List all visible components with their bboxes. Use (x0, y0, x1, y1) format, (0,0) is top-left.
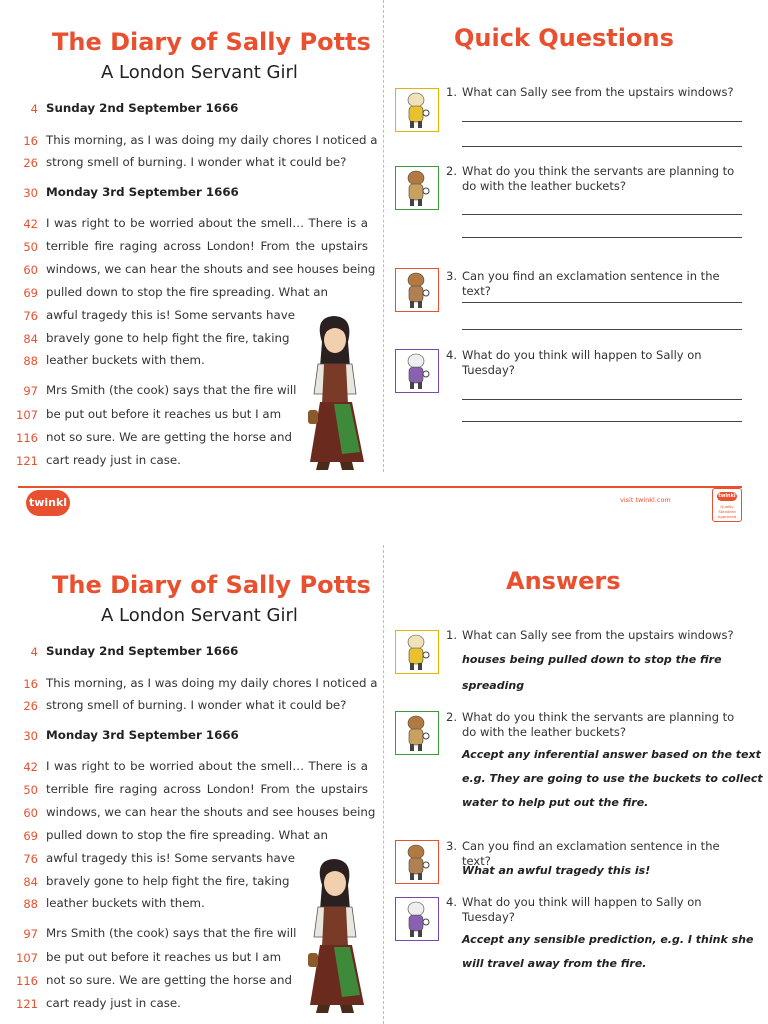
line-number: 116 (16, 974, 38, 988)
line-number: 76 (23, 309, 38, 323)
sally-illustration (304, 855, 372, 1017)
diary-line: be put out before it reaches us but I am (46, 407, 282, 421)
diary-line: windows, we can hear the shouts and see houses being (46, 262, 376, 276)
line-number: 16 (23, 677, 38, 691)
question-number: 4. (446, 348, 457, 362)
answer-question-text: What do you think the servants are planning to do with the leather buckets? (462, 710, 735, 739)
diary-line: strong smell of burning. I wonder what it could be? (46, 698, 347, 712)
center-divider (383, 545, 384, 1024)
page-title: The Diary of Sally Potts (52, 28, 371, 56)
model-answer: Accept any sensible prediction, e.g. I think she (462, 933, 754, 946)
line-number: 121 (16, 997, 38, 1011)
question-text: Can you find an exclamation sentence in the text? (462, 269, 720, 298)
answer-line[interactable] (462, 421, 742, 422)
diary-line: not so sure. We are getting the horse and (46, 973, 292, 987)
question-text: What do you think will happen to Sally on Tuesday? (462, 348, 702, 377)
line-number: 107 (16, 408, 38, 422)
line-number: 97 (23, 927, 38, 941)
diary-line: awful tragedy this is! Some servants have (46, 308, 295, 322)
diary-line: be put out before it reaches us but I am (46, 950, 282, 964)
badge-logo: twinkl (718, 493, 736, 499)
diary-line: Mrs Smith (the cook) says that the fire will (46, 926, 297, 940)
line-number: 76 (23, 852, 38, 866)
answer-line[interactable] (462, 121, 742, 122)
line-number: 69 (23, 829, 38, 843)
line-number: 88 (23, 354, 38, 368)
answer-question-text: What can Sally see from the upstairs windows? (462, 628, 734, 642)
answer-line[interactable] (462, 237, 742, 238)
diary-line: I was right to be worried about the smell… There is a (46, 759, 368, 773)
diary-line: awful tragedy this is! Some servants have (46, 851, 295, 865)
model-answer: spreading (462, 679, 525, 692)
line-number: 30 (23, 186, 38, 200)
answer-line[interactable] (462, 302, 742, 303)
line-number: 4 (30, 645, 38, 659)
question-number: 2. (446, 164, 457, 178)
badge-caption: Quality Standard Approved (717, 504, 737, 519)
footer-rule (18, 486, 742, 488)
line-number: 97 (23, 384, 38, 398)
page-title-answers: The Diary of Sally Potts (52, 571, 371, 599)
character-icon (395, 711, 439, 755)
character-icon (395, 88, 439, 132)
model-answer: Accept any inferential answer based on the text (462, 748, 761, 761)
diary-line: pulled down to stop the fire spreading. What an (46, 828, 328, 842)
diary-date: Monday 3rd September 1666 (46, 185, 239, 199)
model-answer: houses being pulled down to stop the fire (462, 653, 722, 666)
visit-link[interactable]: visit twinkl.com (620, 496, 671, 504)
diary-line: cart ready just in case. (46, 996, 181, 1010)
line-number: 60 (23, 263, 38, 277)
diary-line: leather buckets with them. (46, 896, 205, 910)
character-icon (395, 268, 439, 312)
character-icon (395, 349, 439, 393)
line-number: 42 (23, 760, 38, 774)
diary-line: Mrs Smith (the cook) says that the fire will (46, 383, 297, 397)
center-divider (383, 0, 384, 472)
page-subtitle-answers: A London Servant Girl (101, 605, 298, 626)
line-number: 88 (23, 897, 38, 911)
character-icon (395, 630, 439, 674)
diary-line: terrible fire raging across London! From the upstairs (46, 239, 368, 253)
twinkl-logo: twinkl (26, 490, 70, 516)
line-number: 26 (23, 699, 38, 713)
model-answer: water to help put out the fire. (462, 796, 649, 809)
character-icon (395, 166, 439, 210)
answer-question-text: What do you think will happen to Sally on Tuesday? (462, 895, 702, 924)
question-number: 3. (446, 269, 457, 283)
diary-line: bravely gone to help fight the fire, taking (46, 874, 290, 888)
page-subtitle: A London Servant Girl (101, 62, 298, 83)
sally-illustration (304, 312, 372, 474)
question-text: What do you think the servants are planning to do with the leather buckets? (462, 164, 735, 193)
line-number: 84 (23, 875, 38, 889)
answer-number: 3. (446, 839, 457, 853)
answer-number: 1. (446, 628, 457, 642)
line-number: 42 (23, 217, 38, 231)
line-number: 84 (23, 332, 38, 346)
model-answer: e.g. They are going to use the buckets to collect (462, 772, 763, 785)
diary-date: Monday 3rd September 1666 (46, 728, 239, 742)
quality-badge (712, 488, 742, 522)
answer-line[interactable] (462, 329, 742, 330)
line-number: 116 (16, 431, 38, 445)
question-number: 1. (446, 85, 457, 99)
answer-line[interactable] (462, 399, 742, 400)
diary-line: terrible fire raging across London! From the upstairs (46, 782, 368, 796)
character-icon (395, 840, 439, 884)
line-number: 16 (23, 134, 38, 148)
answer-number: 4. (446, 895, 457, 909)
line-number: 121 (16, 454, 38, 468)
diary-line: This morning, as I was doing my daily chores I noticed a (46, 676, 378, 690)
answer-line[interactable] (462, 214, 742, 215)
diary-line: pulled down to stop the fire spreading. What an (46, 285, 328, 299)
diary-line: not so sure. We are getting the horse and (46, 430, 292, 444)
diary-date: Sunday 2nd September 1666 (46, 101, 239, 115)
line-number: 69 (23, 286, 38, 300)
line-number: 30 (23, 729, 38, 743)
line-number: 26 (23, 156, 38, 170)
diary-line: I was right to be worried about the smell… There is a (46, 216, 368, 230)
answer-line[interactable] (462, 146, 742, 147)
line-number: 50 (23, 240, 38, 254)
answer-question-text: Can you find an exclamation sentence in the text? (462, 839, 720, 868)
line-number: 50 (23, 783, 38, 797)
answer-number: 2. (446, 710, 457, 724)
diary-line: cart ready just in case. (46, 453, 181, 467)
questions-heading: Quick Questions (454, 24, 674, 52)
line-number: 60 (23, 806, 38, 820)
line-number: 4 (30, 102, 38, 116)
diary-line: leather buckets with them. (46, 353, 205, 367)
character-icon (395, 897, 439, 941)
diary-line: strong smell of burning. I wonder what it could be? (46, 155, 347, 169)
answers-heading: Answers (506, 567, 621, 595)
diary-line: bravely gone to help fight the fire, taking (46, 331, 290, 345)
diary-date: Sunday 2nd September 1666 (46, 644, 239, 658)
question-text: What can Sally see from the upstairs windows? (462, 85, 734, 99)
diary-line: windows, we can hear the shouts and see houses being (46, 805, 376, 819)
diary-line: This morning, as I was doing my daily chores I noticed a (46, 133, 378, 147)
line-number: 107 (16, 951, 38, 965)
model-answer: What an awful tragedy this is! (462, 864, 651, 877)
model-answer: will travel away from the fire. (462, 957, 647, 970)
